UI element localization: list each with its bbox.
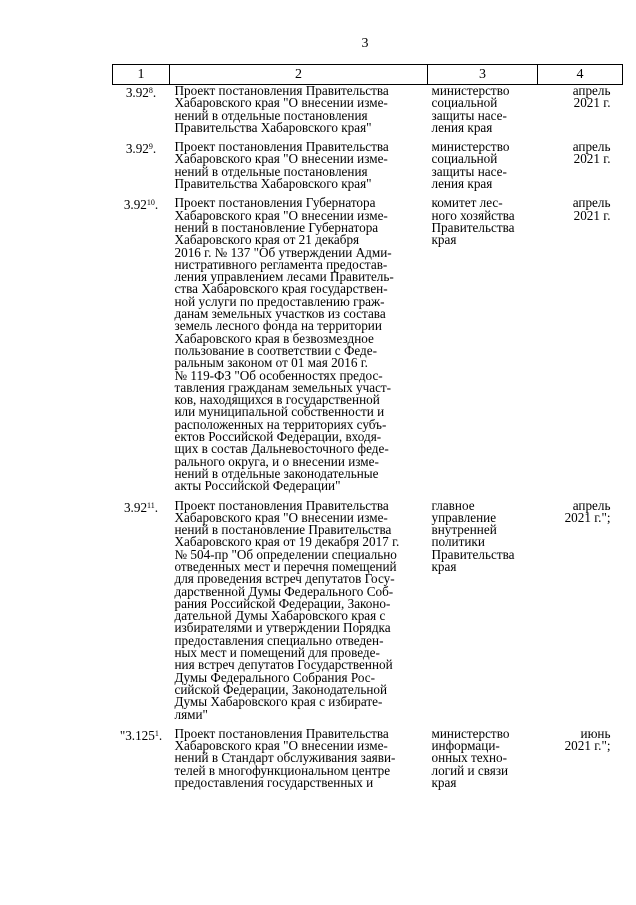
item-executor-line: края: [431, 775, 457, 791]
table-row: [113, 197, 623, 499]
item-name-line: нистративного регламента предостав-: [174, 256, 388, 272]
item-name-line: ектов Российской Федерации, входя-: [174, 429, 382, 445]
item-name: [170, 725, 428, 796]
item-name: [170, 141, 428, 197]
item-name-line: данам земельных участков из состава: [174, 306, 386, 322]
item-name-line: предоставления специально отведен-: [174, 632, 384, 648]
item-number-main: "3.125: [119, 727, 155, 743]
item-executor-line: защиты насе-: [431, 163, 507, 179]
item-name-line: предоставления государственных и: [174, 775, 374, 791]
item-executor-line: края: [431, 232, 457, 248]
item-name-line: для проведения встреч депутатов Госу-: [174, 571, 395, 587]
item-name-line: Проект постановления Правительства: [174, 725, 389, 741]
item-name-line: Думы Федерального Собрания Рос-: [174, 669, 376, 685]
plan-table: [112, 64, 623, 796]
item-term-line: 2021 г.: [573, 151, 611, 167]
item-name-line: ления управлением лесами Правитель-: [174, 269, 394, 285]
item-number-suffix: .: [152, 85, 157, 100]
item-number-superscript: 9: [148, 142, 153, 152]
item-name-line: лями": [174, 706, 208, 722]
item-name-line: ства Хабаровского края государствен-: [174, 281, 388, 297]
item-name-line: дарственной Думы Федерального Соб-: [174, 583, 394, 599]
item-name-line: нений в постановление Губернатора: [174, 219, 379, 235]
item-term-line: апрель: [572, 497, 611, 513]
item-name-line: Хабаровского края от 19 декабря 2017 г.: [174, 534, 400, 550]
item-name-line: Хабаровского края в безвозмездное: [174, 330, 374, 346]
item-name-line: Хабаровского края "О внесении изме-: [174, 207, 388, 223]
item-number-suffix: .: [152, 141, 157, 157]
item-number-superscript: 10: [146, 198, 155, 208]
item-name-line: или муниципальной собственности и: [174, 404, 385, 420]
item-executor: [428, 497, 538, 728]
column-header-4: 4: [538, 65, 623, 85]
item-number-main: 3.92: [125, 141, 149, 157]
item-name-line: тавления гражданам земельных участ-: [174, 379, 392, 395]
item-name-line: Хабаровского края "О внесении изме-: [174, 509, 388, 525]
item-executor: [428, 197, 538, 499]
item-name-line: Правительства Хабаровского края": [174, 176, 372, 192]
item-name-line: нений в Стандарт обслуживания заяви-: [174, 750, 396, 766]
item-number-superscript: 1: [154, 728, 159, 738]
item-name-line: Хабаровского края от 21 декабря: [174, 232, 360, 248]
item-executor-line: министерство: [431, 139, 510, 155]
item-executor-line: министерство: [431, 725, 510, 741]
item-number: [113, 728, 170, 796]
item-executor-line: социальной: [431, 151, 498, 167]
item-term: [538, 141, 623, 197]
item-name-line: нений в отдельные постановления: [174, 107, 368, 123]
item-name-line: пользование в соответствии с Феде-: [174, 342, 378, 358]
item-name: [170, 85, 428, 142]
item-executor-line: информаци-: [431, 738, 500, 754]
item-executor-line: ления края: [431, 119, 493, 135]
item-term-line: 2021 г.: [573, 207, 611, 223]
item-executor: [428, 141, 538, 197]
table-body: [113, 85, 623, 797]
item-term-line: 2021 г.";: [564, 738, 611, 754]
item-executor-line: управление: [431, 509, 497, 525]
item-number-superscript: 8: [148, 86, 153, 95]
item-executor-line: логий и связи: [431, 762, 509, 778]
item-name-line: № 504-пр "Об определении специально: [174, 546, 397, 562]
item-number-suffix: .: [154, 197, 159, 213]
item-executor-line: внутренней: [431, 522, 497, 538]
item-term: [538, 85, 623, 142]
item-number: [113, 85, 170, 142]
item-executor: [428, 725, 538, 796]
item-executor-line: Правительства: [431, 546, 515, 562]
item-number-main: 3.92: [123, 499, 148, 515]
column-header-1: 1: [113, 65, 170, 85]
item-term: [538, 497, 623, 728]
item-number-main: 3.92: [123, 197, 147, 213]
table-header-row: [113, 65, 623, 85]
item-name-line: № 119-ФЗ "Об особенностях предос-: [174, 367, 383, 383]
item-executor-line: главное: [431, 497, 475, 513]
item-executor-line: министерство: [431, 83, 510, 98]
item-name-line: нений в отдельные постановления: [174, 163, 368, 179]
item-name-line: сийской Федерации, Законодательной: [174, 681, 388, 697]
item-name-line: телей в многофункциональном центре: [174, 762, 391, 778]
item-name-line: Проект постановления Правительства: [174, 497, 389, 513]
item-term-line: апрель: [572, 83, 611, 98]
column-header-2: 2: [170, 65, 428, 85]
item-name-line: рания Российской Федерации, Законо-: [174, 595, 391, 611]
item-name-line: акты Российской Федерации": [174, 478, 341, 494]
item-term-line: 2021 г.";: [564, 509, 611, 525]
item-executor-line: ного хозяйства: [431, 207, 515, 223]
item-number: [113, 197, 170, 499]
item-executor-line: края: [431, 558, 457, 574]
item-name-line: 2016 г. № 137 "Об утверждении Адми-: [174, 244, 392, 260]
item-term-line: 2021 г.: [573, 95, 611, 111]
item-number-suffix: .: [154, 499, 159, 515]
table-row: [113, 728, 623, 796]
item-executor-line: ления края: [431, 176, 493, 192]
item-name: [170, 497, 428, 728]
item-name-line: ков, находящихся в государственной: [174, 392, 380, 408]
item-name-line: Хабаровского края "О внесении изме-: [174, 95, 388, 111]
item-number-superscript: 11: [147, 500, 155, 510]
item-name-line: избирателями и утверждении Порядка: [174, 620, 391, 636]
item-executor-line: социальной: [431, 95, 498, 111]
item-number: [113, 141, 170, 197]
item-term: [538, 725, 623, 796]
item-name-line: Думы Хабаровского края с избирате-: [174, 694, 383, 710]
item-executor-line: политики: [431, 534, 485, 550]
table-row: [113, 85, 623, 142]
item-number-main: 3.92: [125, 85, 149, 100]
item-name-line: рального округа, и о внесении изме-: [174, 453, 379, 469]
item-executor-line: защиты насе-: [431, 107, 507, 123]
table-row: [113, 500, 623, 728]
table-row: [113, 141, 623, 197]
item-name-line: щих в состав Дальневосточного феде-: [174, 441, 389, 457]
item-executor-line: онных техно-: [431, 750, 508, 766]
item-term: [538, 197, 623, 499]
item-term-line: июнь: [580, 725, 611, 741]
item-executor: [428, 85, 538, 142]
item-name-line: дательной Думы Хабаровского края с: [174, 608, 386, 624]
item-name-line: земель лесного фонда на территории: [174, 318, 382, 334]
item-term-line: апрель: [572, 195, 611, 211]
item-executor-line: комитет лес-: [431, 195, 503, 211]
item-name-line: ных мест и помещений для проведе-: [174, 645, 380, 661]
item-term-line: апрель: [572, 139, 611, 155]
item-name-line: Проект постановления Правительства: [174, 139, 389, 155]
item-executor-line: Правительства: [431, 219, 515, 235]
item-name-line: Проект постановления Губернатора: [174, 195, 376, 211]
item-name-line: Правительства Хабаровского края": [174, 119, 372, 135]
item-name-line: ния встреч депутатов Государственной: [174, 657, 393, 673]
item-number: [113, 500, 170, 728]
item-name-line: ральным законом от 01 мая 2016 г.: [174, 355, 368, 371]
page-number: 3: [361, 36, 369, 51]
column-header-3: 3: [428, 65, 538, 85]
item-number-suffix: .: [158, 727, 163, 743]
item-name-line: Проект постановления Правительства: [174, 83, 389, 98]
item-name: [170, 197, 428, 499]
item-name-line: расположенных на территориях субъ-: [174, 416, 387, 432]
item-name-line: ной услуги по предоставлению граж-: [174, 293, 385, 309]
item-name-line: Хабаровского края "О внесении изме-: [174, 151, 388, 167]
item-name-line: отведенных мест и перечня помещений: [174, 558, 397, 574]
item-name-line: Хабаровского края "О внесении изме-: [174, 738, 388, 754]
item-name-line: нений в отдельные законодательные: [174, 465, 379, 481]
item-name-line: нений в постановление Правительства: [174, 522, 392, 538]
